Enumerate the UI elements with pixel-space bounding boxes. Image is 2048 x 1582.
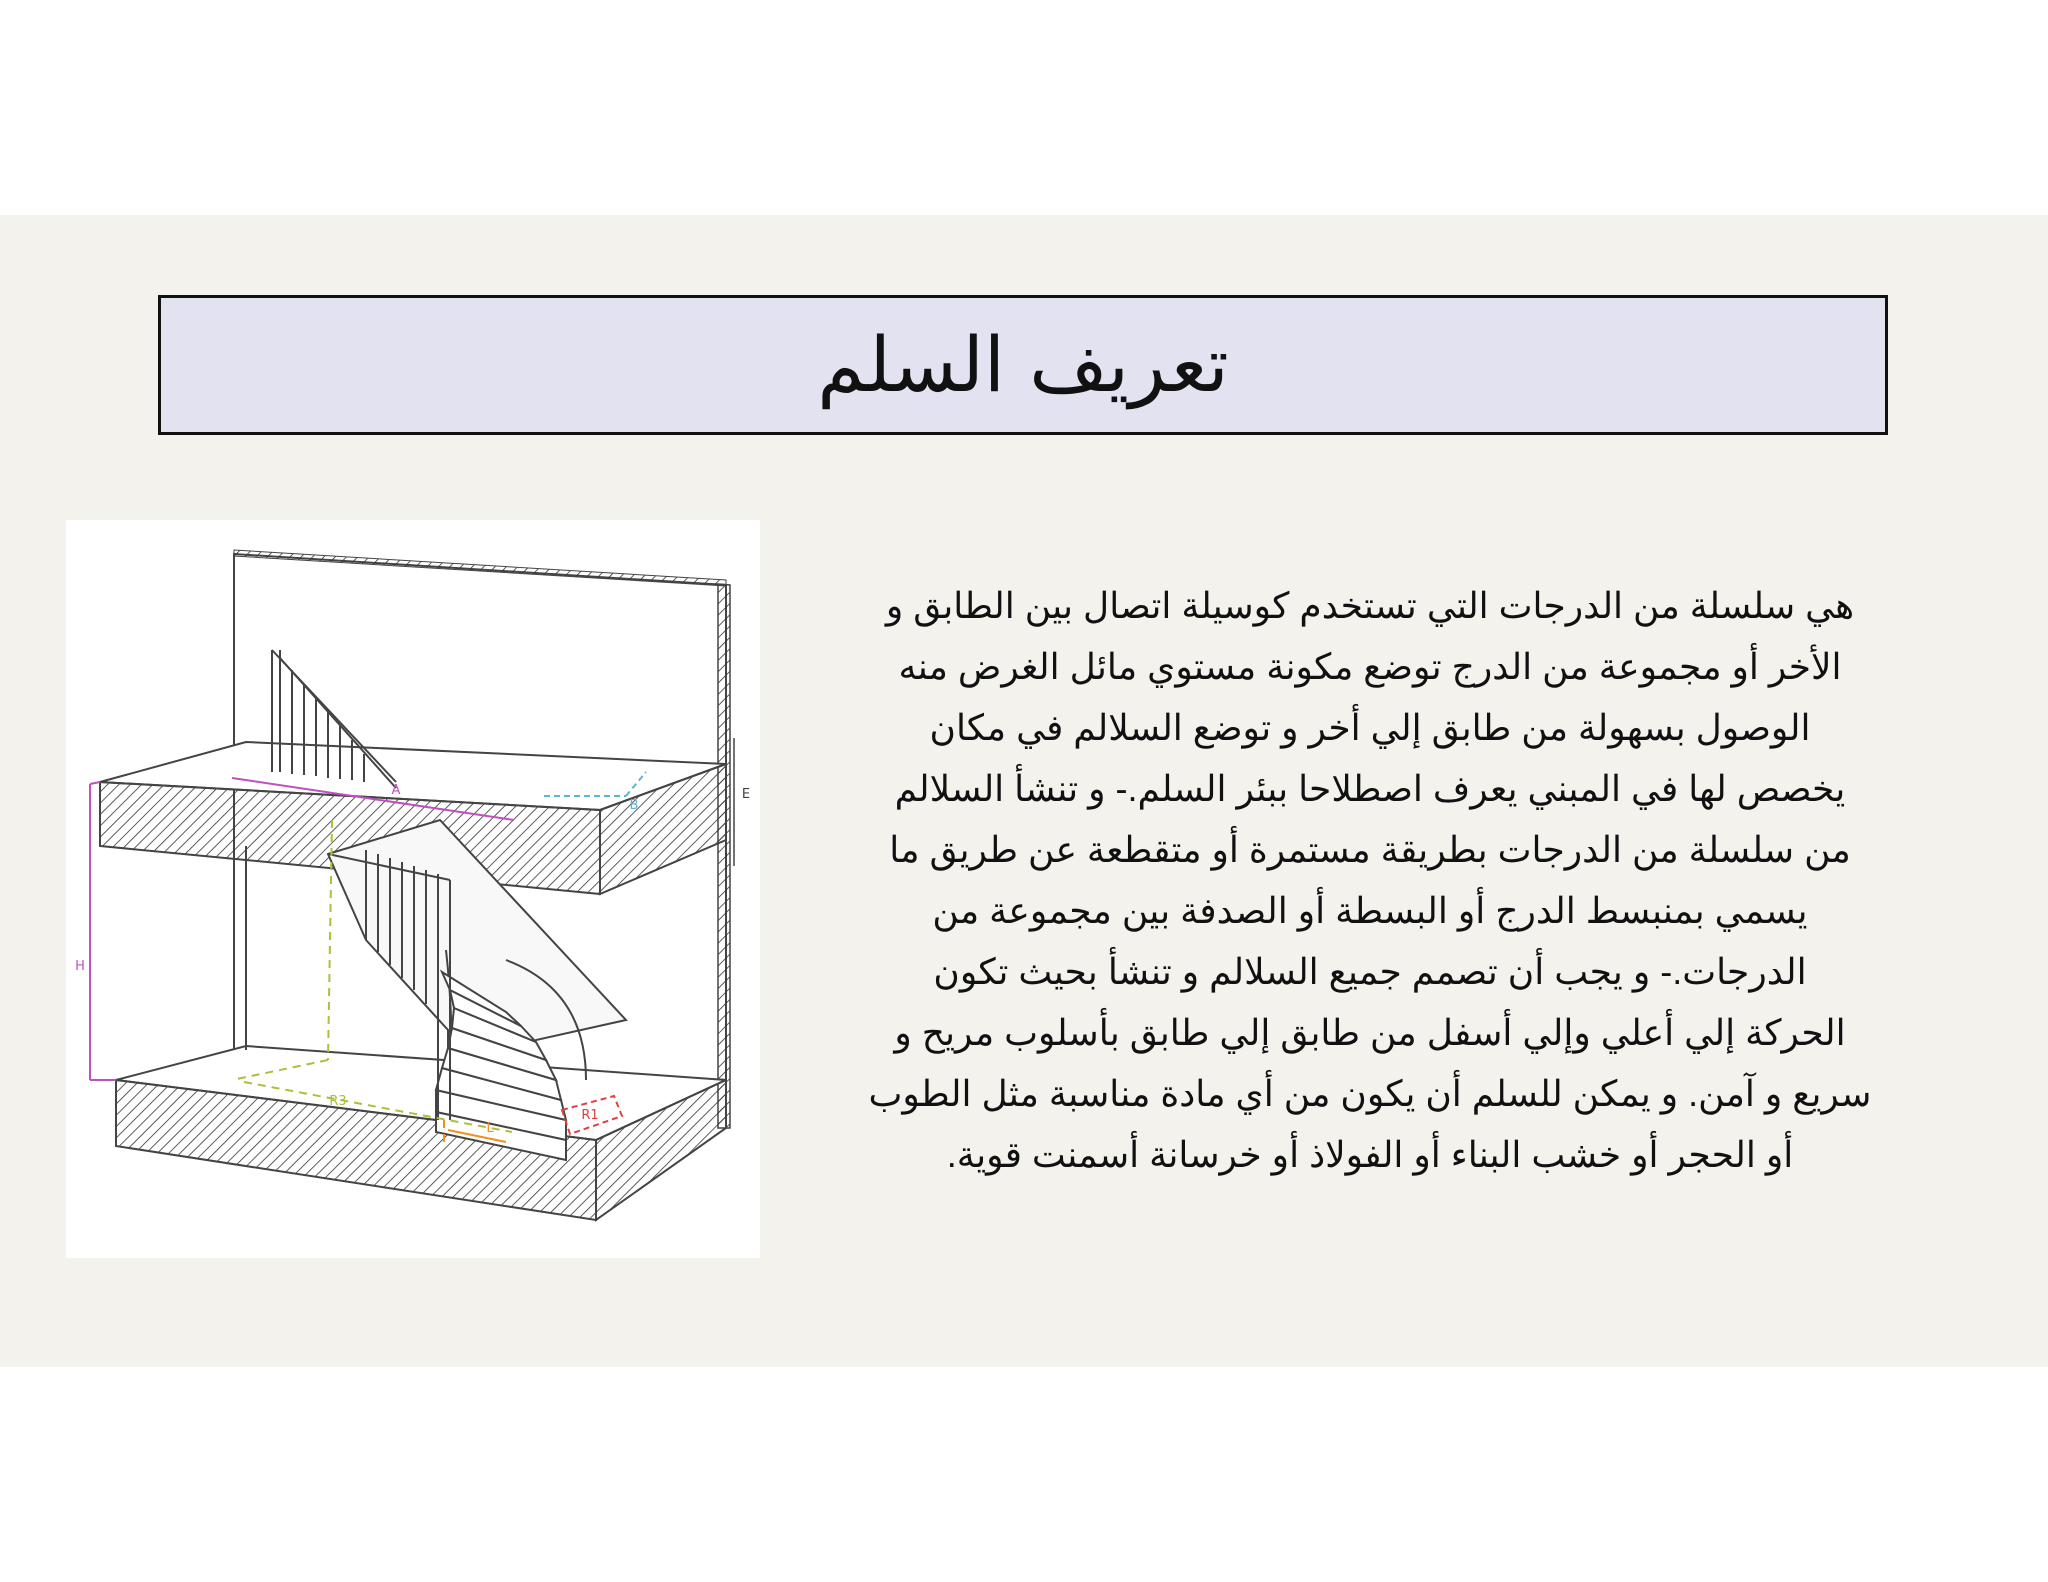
paragraph-line: الأخر أو مجموعة من الدرج توضع مكونة مستوي مائل الغرض منه <box>898 646 1842 687</box>
label-e: E <box>741 787 751 802</box>
paragraph-line: الحركة إلي أعلي وإلي أسفل من طابق إلي طابق بأسلوب مريح و <box>894 1012 1846 1053</box>
label-l: L <box>486 1121 494 1136</box>
label-h: H <box>75 959 85 974</box>
title-box <box>158 295 1888 435</box>
label-r3: R3 <box>329 1094 347 1109</box>
paragraph-line: هي سلسلة من الدرجات التي تستخدم كوسيلة اتصال بين الطابق و <box>885 585 1855 626</box>
paragraph-line: أو الحجر أو خشب البناء أو الفولاذ أو خرسانة أسمنت قوية. <box>946 1134 1794 1175</box>
label-b: B <box>629 798 639 813</box>
slide <box>0 215 2048 1367</box>
staircase-figure <box>66 520 760 1258</box>
paragraph-line: الوصول بسهولة من طابق إلي أخر و توضع السلالم في مكان <box>929 707 1811 748</box>
paragraph-line: من سلسلة من الدرجات بطريقة مستمرة أو متقطعة عن طريق ما <box>889 829 1851 870</box>
paragraph-line: سريع و آمن. و يمكن للسلم أن يكون من أي مادة مناسبة مثل الطوب <box>868 1073 1872 1114</box>
label-r1: R1 <box>581 1108 599 1123</box>
paragraph-line: يسمي بمنبسط الدرج أو البسطة أو الصدفة بين مجموعة من <box>932 890 1808 931</box>
label-a: A <box>391 783 401 798</box>
dimension-e <box>734 738 750 866</box>
slide-title: تعريف السلم <box>817 320 1229 409</box>
right-wall <box>718 584 730 1128</box>
paragraph-line: الدرجات.- و يجب أن تصمم جميع السلالم و تنشأ بحيث تكون <box>933 951 1807 992</box>
definition-paragraph <box>800 575 1940 1185</box>
paragraph-line: يخصص لها في المبني يعرف اصطلاحا ببئر السلم.- و تنشأ السلالم <box>894 768 1846 809</box>
staircase-diagram <box>66 520 760 1258</box>
